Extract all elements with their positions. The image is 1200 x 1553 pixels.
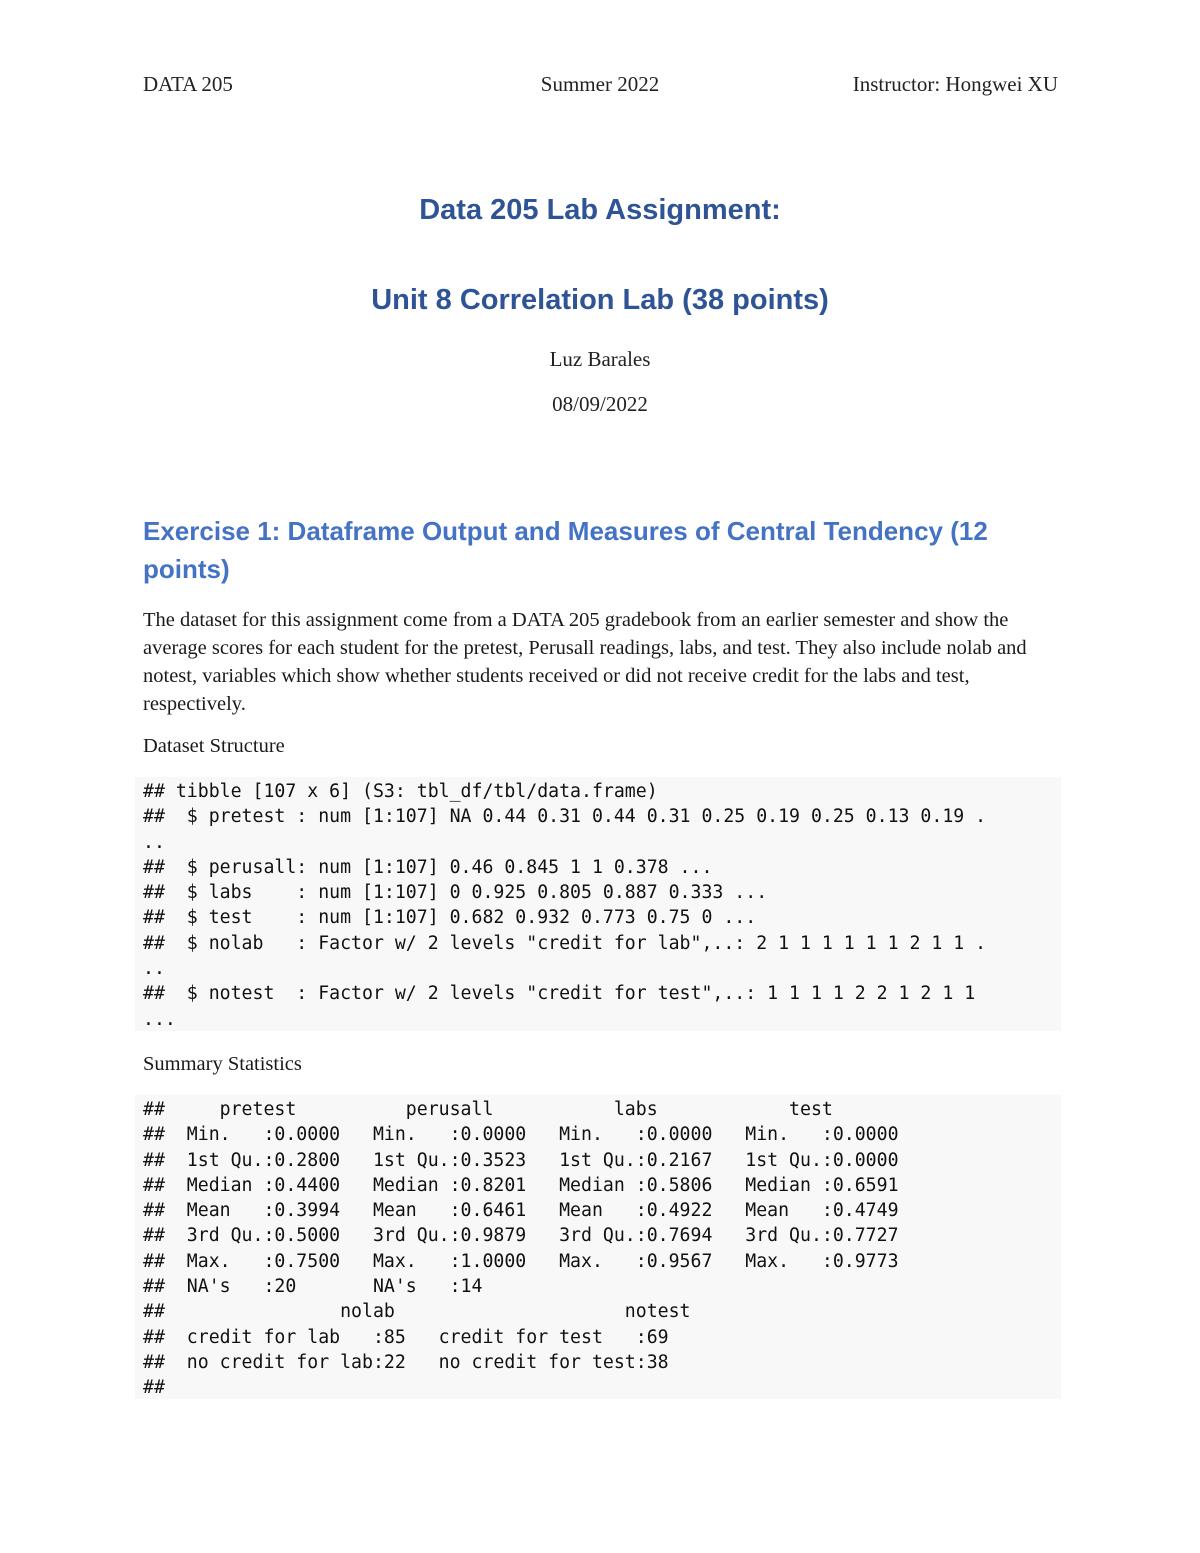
summary-statistics-label: Summary Statistics	[143, 1053, 302, 1075]
header-instructor: Instructor: Hongwei XU	[852, 72, 1058, 96]
code-line: ## no credit for lab:22 no credit for test:38	[143, 1351, 691, 1373]
author-name: Luz Barales	[549, 347, 651, 371]
code-line: ## $ perusall: num [1:107] 0.46 0.845 1 1 0.378 ...	[143, 856, 713, 878]
dataset-structure-label: Dataset Structure	[143, 735, 285, 757]
document-subtitle: Unit 8 Correlation Lab (38 points)	[371, 284, 829, 316]
code-line: ## Median :0.4400 Median :0.8201 Median :0.5806 Median :0.6591	[143, 1174, 921, 1196]
code-line: ## $ nolab : Factor w/ 2 levels "credit for lab",..: 2 1 1 1 1 1 1 2 1 1 .	[143, 932, 987, 954]
code-line: ## NA's :20 NA's :14	[143, 1276, 932, 1298]
code-line: ## $ test : num [1:107] 0.682 0.932 0.773 0.75 0 ...	[143, 907, 757, 929]
code-line: ## tibble [107 x 6] (S3: tbl_df/tbl/data.frame)	[143, 781, 658, 802]
header-term: Summer 2022	[540, 72, 660, 96]
code-line: ##	[143, 1377, 176, 1399]
exercise-1-paragraph: The dataset for this assignment come from a DATA 205 gradebook from an earlier semester and show the average scores for each student for the pretest, Perusall readings, labs, and test. They also include nolab and notest, variables which show whether students received or did not receive credit for the labs and test, respectively.	[143, 609, 1027, 715]
code-line: ..	[143, 958, 165, 980]
code-line: ## pretest perusall labs test	[143, 1099, 910, 1120]
code-line: ## Mean :0.3994 Mean :0.6461 Mean :0.4922 Mean :0.4749	[143, 1200, 921, 1222]
code-line: ## $ notest : Factor w/ 2 levels "credit for test",..: 1 1 1 1 2 2 1 2 1 1	[143, 983, 976, 1005]
document-title: Data 205 Lab Assignment:	[419, 194, 781, 226]
dataset-structure-code	[135, 777, 1061, 1031]
code-line: ...	[143, 1008, 176, 1030]
code-line: ## Min. :0.0000 Min. :0.0000 Min. :0.0000 Min. :0.0000	[143, 1124, 921, 1146]
code-line: ## $ labs : num [1:107] 0 0.925 0.805 0.887 0.333 ...	[143, 882, 768, 904]
code-line: ## 3rd Qu.:0.5000 3rd Qu.:0.9879 3rd Qu.:0.7694 3rd Qu.:0.7727	[143, 1225, 921, 1247]
header-course: DATA 205	[143, 72, 233, 96]
code-line: ## credit for lab :85 credit for test :69	[143, 1326, 691, 1348]
document-date: 08/09/2022	[552, 392, 648, 416]
code-line: ## 1st Qu.:0.2800 1st Qu.:0.3523 1st Qu.:0.2167 1st Qu.:0.0000	[143, 1149, 921, 1171]
code-line: ..	[143, 831, 165, 853]
summary-statistics-code	[135, 1095, 1061, 1399]
code-line: ## $ pretest : num [1:107] NA 0.44 0.31 0.44 0.31 0.25 0.19 0.25 0.13 0.19 .	[143, 806, 987, 828]
code-line: ## nolab notest	[143, 1301, 724, 1323]
code-line: ## Max. :0.7500 Max. :1.0000 Max. :0.9567 Max. :0.9773	[143, 1250, 921, 1272]
exercise-1-heading: Exercise 1: Dataframe Output and Measures of Central Tendency (12 points)	[143, 516, 988, 584]
